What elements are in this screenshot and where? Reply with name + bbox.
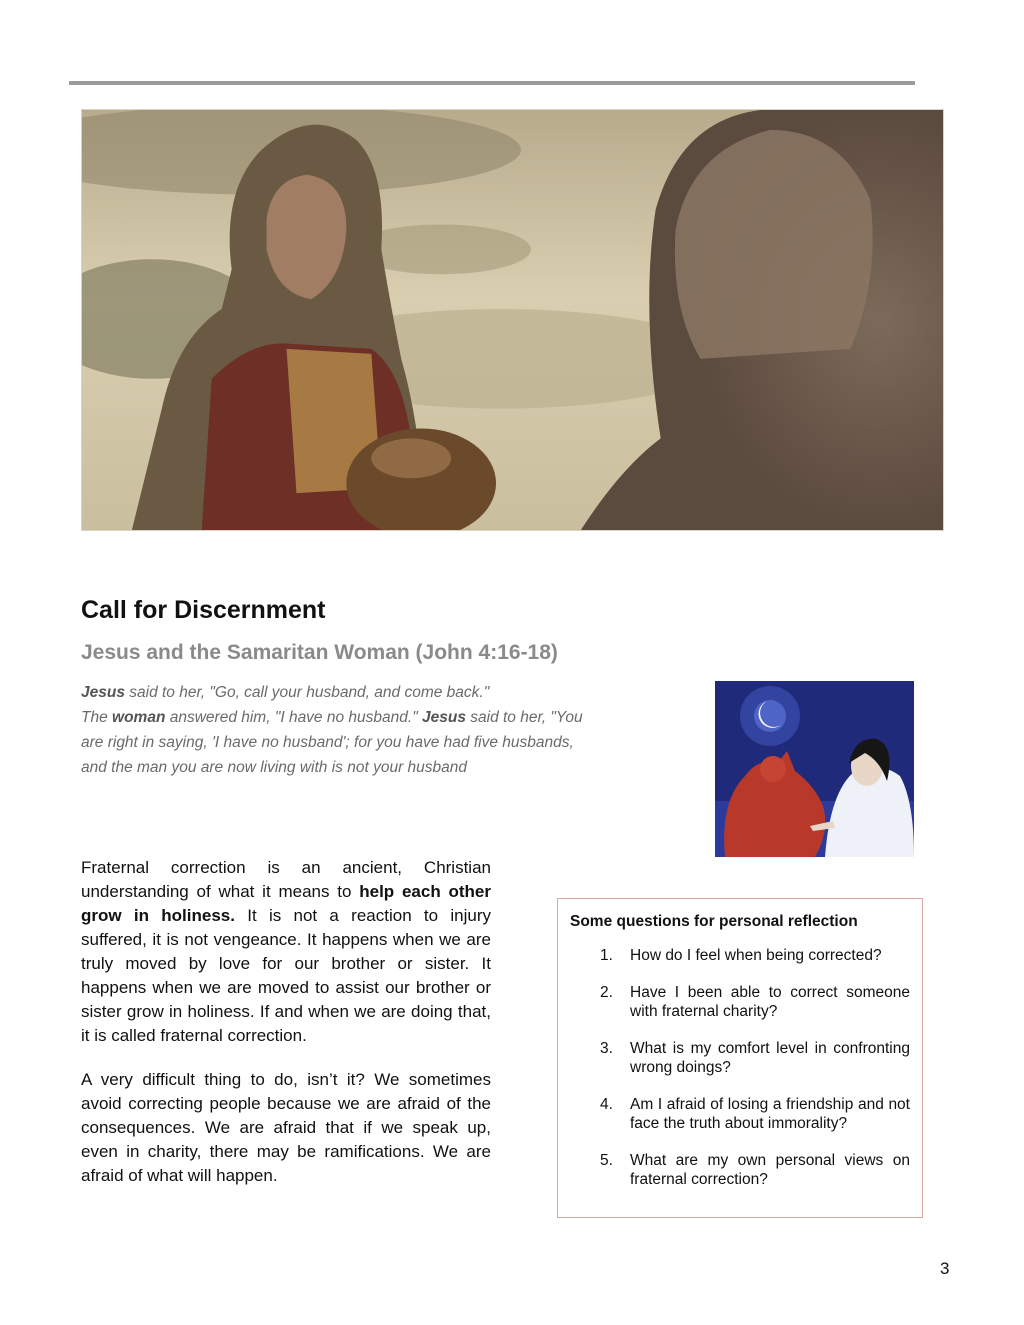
body-paragraph (81, 856, 491, 1048)
reflection-item-number: 2. (600, 984, 613, 1001)
section-subtitle: Jesus and the Samaritan Woman (John 4:16-18) (81, 641, 558, 664)
body-paragraph: A very difficult thing to do, isn’t it? We sometimes avoid correcting people because we are afraid of the consequences. We are afraid that if we speak up, even in charity, there may be ramifications. We are afraid of what will happen. (81, 1070, 491, 1185)
illustration-graphic (715, 681, 914, 857)
body-text-run: Fraternal correction is an ancient, Christian understanding of what it means to (81, 858, 491, 901)
reflection-item-text: Am I afraid of losing a friendship and not face the truth about immorality? (630, 1096, 910, 1132)
reflection-item (570, 1095, 910, 1133)
reflection-box (557, 898, 923, 1218)
scripture-text: answered him, "I have no husband." (165, 709, 422, 726)
reflection-item-number: 5. (600, 1152, 613, 1169)
reflection-item-text: Have I been able to correct someone with fraternal charity? (630, 984, 910, 1020)
reflection-list (570, 946, 910, 1189)
reflection-item-number: 3. (600, 1040, 613, 1057)
scripture-emphasis: Jesus (422, 709, 466, 726)
reflection-heading: Some questions for personal reflection (570, 913, 858, 930)
body-text-run: It is not a reaction to injury suffered, it is not vengeance. It happens when we are truly moved by love for our brother or sister. It happens when we are moved to assist our brother or sister grow in holiness. If and when we are doing that, it is called fraternal correction. (81, 906, 491, 1045)
reflection-item-text: What is my comfort level in confronting wrong doings? (630, 1040, 910, 1076)
scripture-text: said to her, "Go, call your husband, and come back." (124, 684, 490, 701)
scripture-emphasis: Jesus (81, 684, 125, 701)
top-divider (69, 81, 915, 85)
reflection-item-number: 1. (600, 947, 613, 964)
reflection-item (570, 983, 910, 1021)
reflection-item (570, 1151, 910, 1189)
section-title: Call for Discernment (81, 596, 326, 624)
reflection-item-text: How do I feel when being corrected? (630, 947, 882, 964)
scripture-quote (81, 680, 591, 780)
reflection-item-text: What are my own personal views on fraternal correction? (630, 1152, 910, 1188)
page-number: 3 (940, 1259, 950, 1278)
scripture-emphasis: woman (112, 709, 166, 726)
reflection-item (570, 946, 910, 965)
body-text (81, 856, 491, 1208)
scripture-text: The (81, 709, 113, 726)
body-emphasis: help each other grow in holiness. (81, 882, 491, 925)
hero-photo-graphic (82, 110, 943, 530)
reflection-item (570, 1039, 910, 1077)
reflection-item-number: 4. (600, 1096, 613, 1113)
hero-photo (81, 109, 944, 531)
illustration-painting (715, 681, 914, 857)
scripture-text: said to her, "You are right in saying, 'I have no husband'; for you have had five husbands, and the man you are now living with is not your husband (81, 709, 583, 776)
